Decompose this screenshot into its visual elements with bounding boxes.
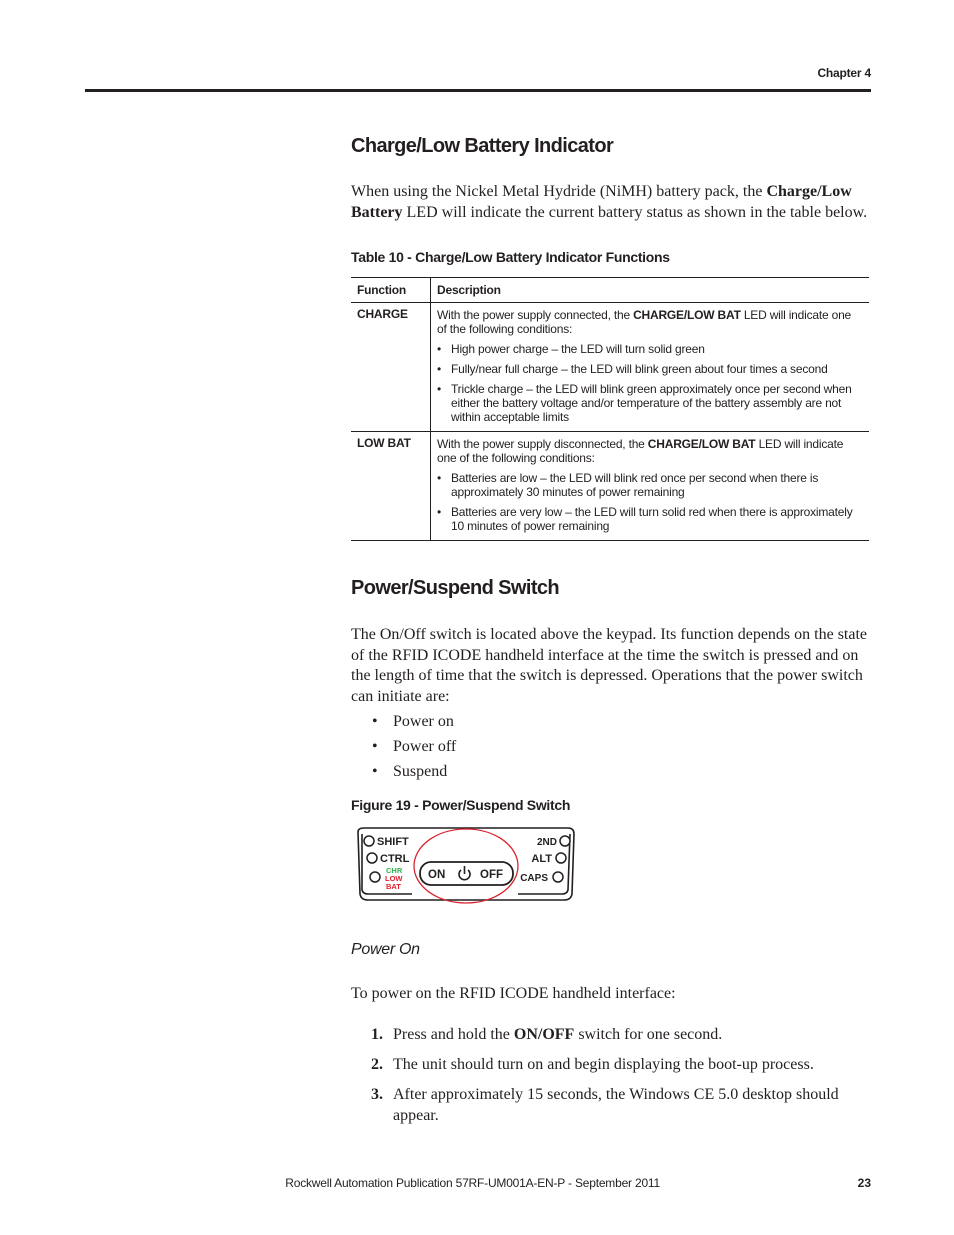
list-item: • Trickle charge – the LED will blink green approximately once per second when either the battery voltage and/or temperature of the battery assembly are not within acceptable limits: [437, 382, 859, 424]
page-number: 23: [857, 1176, 871, 1190]
ctrl-led-icon: [367, 853, 377, 863]
alt-label: ALT: [531, 853, 552, 865]
ctrl-label: CTRL: [380, 853, 410, 865]
list-item: • High power charge – the LED will turn solid green: [437, 342, 859, 356]
table-row-low-bat: [351, 432, 869, 541]
bat-label: BAT: [386, 882, 401, 891]
description-lead: With the power supply disconnected, the CHARGE/LOW BAT LED will indicate one of the following conditions:: [437, 437, 844, 465]
step-item: 3. After approximately 15 seconds, the Windows CE 5.0 desktop should appear.: [371, 1086, 839, 1124]
column-header-function: Function: [357, 283, 407, 297]
description-lead: With the power supply connected, the CHARGE/LOW BAT LED will indicate one of the following conditions:: [437, 308, 852, 336]
alt-led-icon: [556, 853, 566, 863]
table-header-row: [351, 278, 869, 303]
chapter-label: Chapter 4: [817, 66, 871, 80]
charge-intro-paragraph: When using the Nickel Metal Hydride (NiMH) battery pack, the Charge/Low Battery LED will indicate the current battery status as shown in the table below.: [351, 183, 868, 221]
charge-intro-bold: Charge/Low Battery: [351, 183, 852, 221]
subsection-title-power-on: Power On: [351, 941, 420, 958]
caps-led-icon: [553, 872, 563, 882]
shift-label: SHIFT: [377, 836, 409, 848]
footer-publication: Rockwell Automation Publication 57RF-UM001A-EN-P - September 2011: [285, 1176, 660, 1190]
figure-caption: Figure 19 - Power/Suspend Switch: [351, 797, 571, 813]
charge-led-icon: [370, 872, 380, 882]
description-cell: [431, 303, 870, 432]
list-item: • Batteries are very low – the LED will turn solid red when there is approximately 10 minutes of power remaining: [437, 505, 859, 533]
list-item: • Fully/near full charge – the LED will blink green about four times a second: [437, 362, 859, 376]
caps-label: CAPS: [520, 873, 548, 884]
power-on-intro: To power on the RFID ICODE handheld interface:: [351, 985, 676, 1002]
off-label: OFF: [480, 869, 503, 881]
function-cell: LOW BAT: [357, 436, 411, 450]
step-item: 1. Press and hold the ON/OFF switch for one second.: [371, 1026, 723, 1043]
list-item: • Power off: [372, 736, 456, 761]
shift-led-icon: [364, 836, 374, 846]
section-title-power: Power/Suspend Switch: [351, 577, 560, 599]
condition-list: [437, 471, 859, 533]
table-caption: Table 10 - Charge/Low Battery Indicator Functions: [351, 249, 670, 265]
power-operations-list: [372, 711, 456, 786]
power-switch-paragraph: The On/Off switch is located above the keypad. Its function depends on the state of the RFID ICODE handheld interface at the time the switch is pressed and on the length of time that the switch is depressed. Operations that the power switch can initiate are:: [351, 626, 868, 705]
section-title-charge: Charge/Low Battery Indicator: [351, 135, 614, 157]
list-item: • Power on: [372, 711, 456, 736]
indicator-functions-table: [351, 277, 869, 541]
second-label: 2ND: [536, 837, 557, 848]
description-cell: [431, 432, 870, 541]
low-label: LOW: [385, 874, 403, 883]
column-header-description: Description: [431, 278, 870, 303]
second-led-icon: [560, 836, 570, 846]
power-switch-figure: [352, 826, 580, 906]
step-item: 2. The unit should turn on and begin displaying the boot-up process.: [371, 1056, 814, 1073]
on-label: ON: [428, 869, 446, 881]
function-cell: CHARGE: [357, 307, 408, 321]
list-item: • Suspend: [372, 761, 456, 786]
condition-list: [437, 342, 859, 424]
power-on-steps: [371, 1024, 871, 1135]
list-item: • Batteries are low – the LED will blink red once per second when there is approximately 30 minutes of power remaining: [437, 471, 859, 499]
chr-label: CHR: [386, 866, 403, 875]
table-row-charge: [351, 303, 869, 432]
header-rule: [85, 89, 871, 92]
